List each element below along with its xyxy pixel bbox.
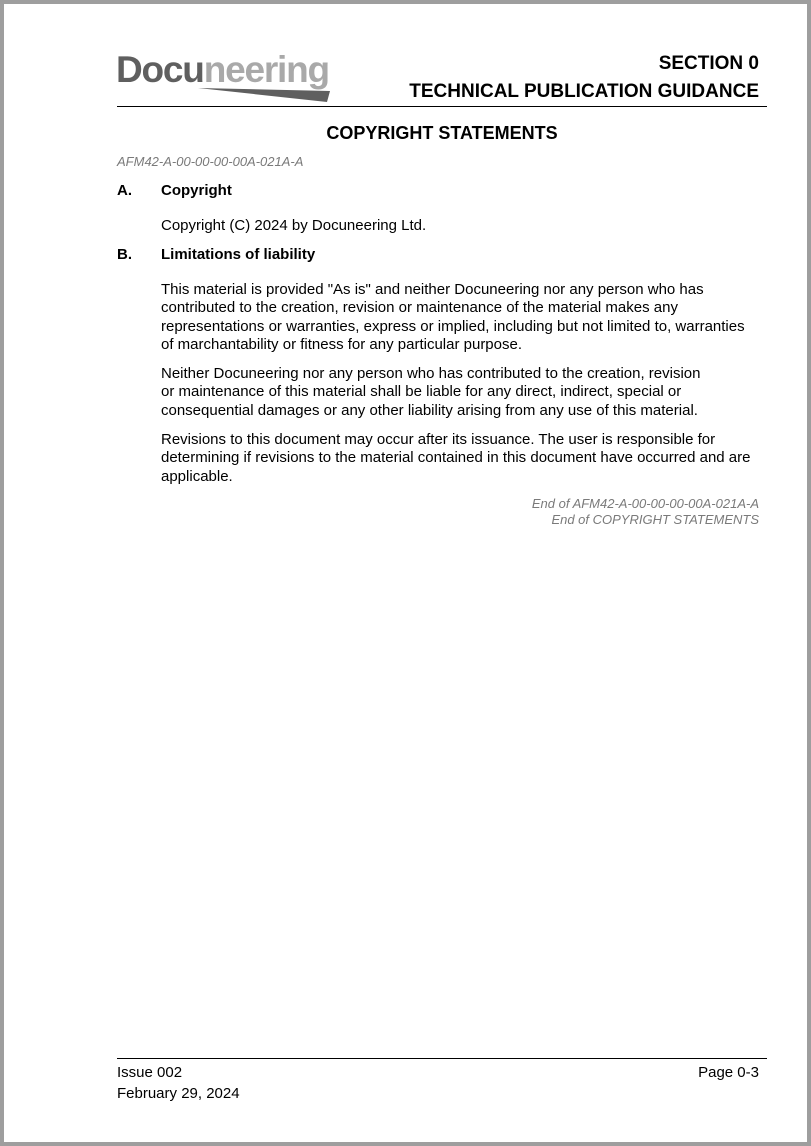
logo-wordmark-dark: Docu bbox=[116, 49, 204, 90]
copyright-paragraph bbox=[161, 217, 767, 235]
paragraph-line: representations or warranties, express or implied, including but not limited to, warranties bbox=[161, 317, 745, 335]
publication-title: TECHNICAL PUBLICATION GUIDANCE bbox=[409, 81, 759, 102]
liability-paragraph-2 bbox=[161, 365, 767, 420]
liability-paragraph-3 bbox=[161, 431, 767, 486]
liability-paragraph-1 bbox=[161, 281, 767, 355]
end-of-title: End of COPYRIGHT STATEMENTS bbox=[551, 512, 759, 527]
page-number: Page 0-3 bbox=[698, 1064, 759, 1081]
paragraph-line: Neither Docuneering nor any person who has contributed to the creation, revision bbox=[161, 365, 701, 382]
section-a-letter: A. bbox=[117, 182, 132, 199]
section-b-heading: Limitations of liability bbox=[161, 246, 316, 263]
logo-wordmark bbox=[116, 50, 336, 90]
data-module-code: AFM42-A-00-00-00-00A-021A-A bbox=[117, 154, 304, 169]
header-divider bbox=[117, 106, 767, 107]
section-number: SECTION 0 bbox=[658, 53, 759, 74]
paragraph-line: applicable. bbox=[161, 467, 233, 485]
logo-wordmark-light: neering bbox=[203, 49, 329, 90]
paragraph-line: determining if revisions to the material contained in this document have occurred and are bbox=[161, 449, 751, 467]
paragraph-line: Copyright (C) 2024 by Docuneering Ltd. bbox=[161, 217, 427, 234]
paragraph-line: or maintenance of this material shall be liable for any direct, indirect, special or bbox=[161, 383, 682, 401]
section-b-letter: B. bbox=[117, 246, 132, 263]
end-of-data-module: End of AFM42-A-00-00-00-00A-021A-A bbox=[531, 496, 759, 511]
logo-swoosh-icon bbox=[198, 86, 330, 102]
section-header bbox=[409, 50, 759, 106]
paragraph-line: consequential damages or any other liability arising from any use of this material. bbox=[161, 401, 698, 419]
paragraph-line: of marchantability or fitness for any particular purpose. bbox=[161, 336, 523, 354]
issue-number: Issue 002 bbox=[117, 1064, 183, 1081]
section-a-heading: Copyright bbox=[161, 182, 232, 199]
paragraph-line: This material is provided "As is" and neither Docuneering nor any person who has bbox=[161, 281, 704, 298]
paragraph-line: contributed to the creation, revision or maintenance of the material makes any bbox=[161, 299, 678, 317]
footer-divider bbox=[117, 1058, 767, 1059]
docuneering-logo bbox=[116, 50, 336, 104]
paragraph-line: Revisions to this document may occur after its issuance. The user is responsible for bbox=[161, 431, 716, 448]
page-title: COPYRIGHT STATEMENTS bbox=[326, 123, 558, 143]
issue-date: February 29, 2024 bbox=[117, 1085, 240, 1102]
